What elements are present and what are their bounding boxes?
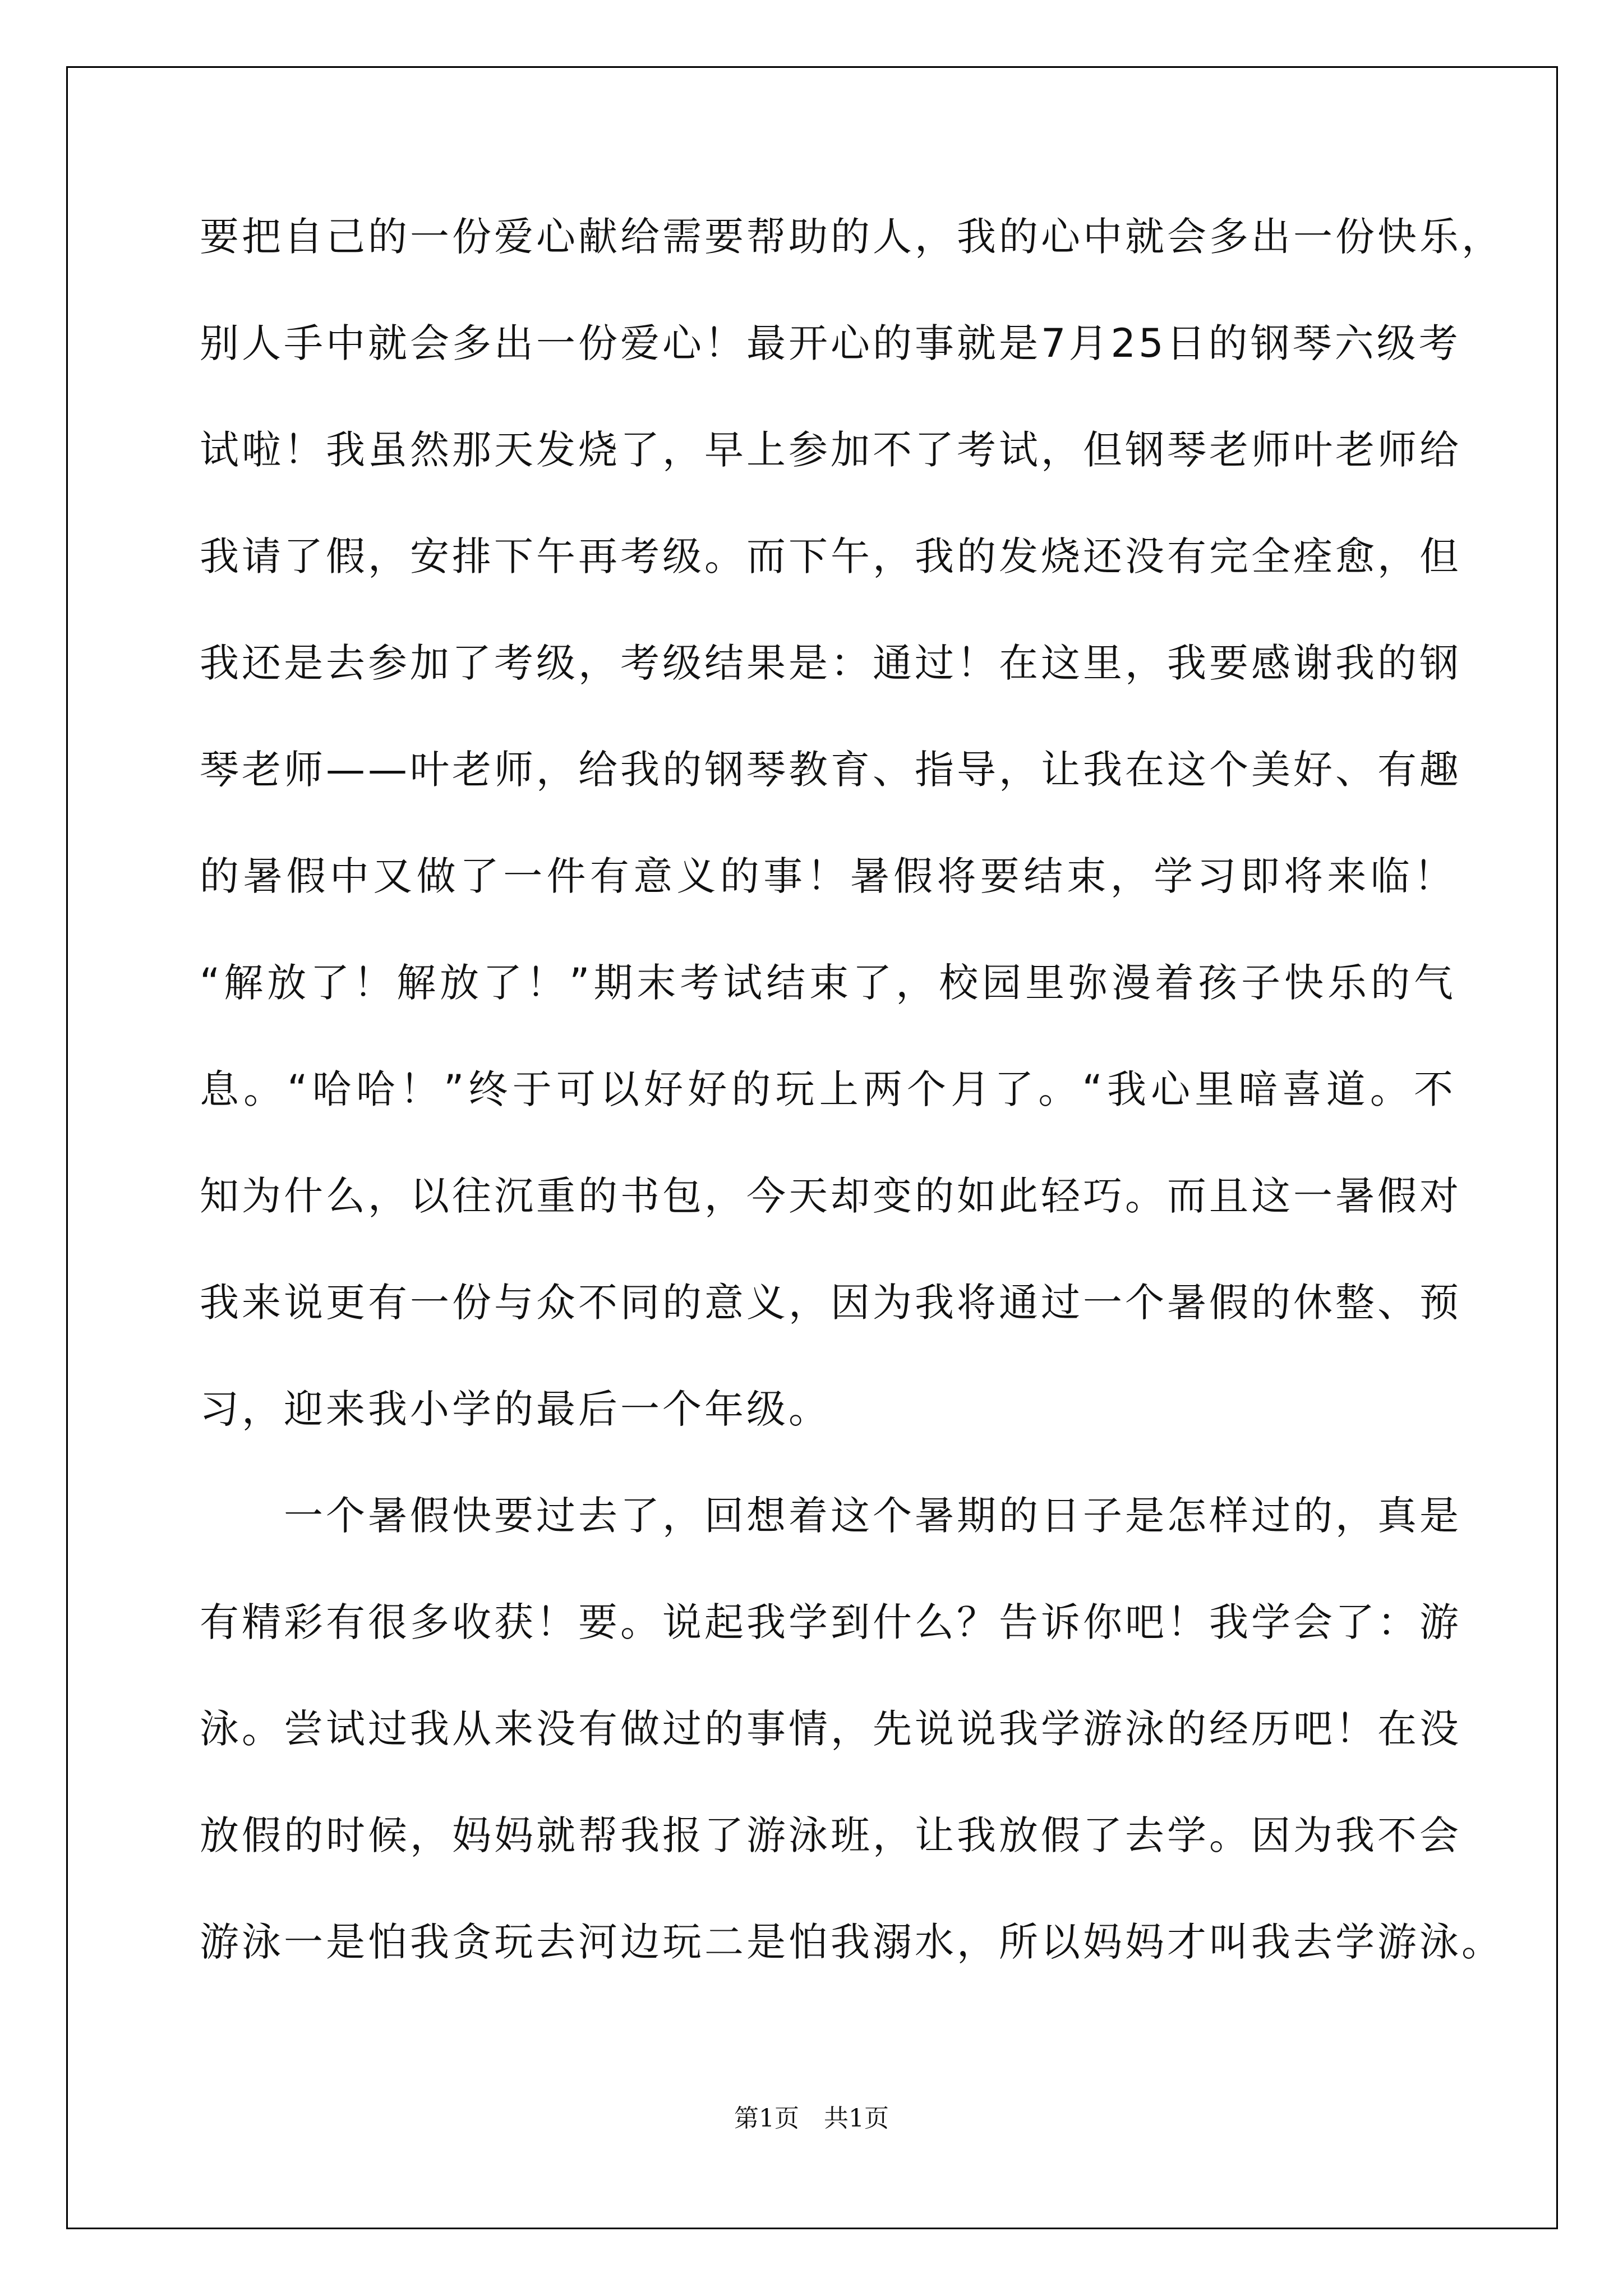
page-number-footer: 第1页 共1页: [734, 2104, 889, 2133]
text-line: 我来说更有一份与众不同的意义，因为我将通过一个暑假的休整、预: [200, 1280, 1461, 1326]
document-body: [200, 209, 1504, 2021]
paragraph-first-line: 一个暑假快要过去了，回想着这个暑期的日子是怎样过的，真是: [284, 1493, 1461, 1539]
text-line: 息。“哈哈！”终于可以好好的玩上两个月了。“我心里暗喜道。不: [200, 1066, 1456, 1112]
text-line: 别人手中就会多出一份爱心！最开心的事就是7月25日的钢琴六级考: [200, 320, 1461, 366]
text-line: 泳。尝试过我从来没有做过的事情，先说说我学游泳的经历吧！在没: [200, 1706, 1461, 1752]
text-line: 的暑假中又做了一件有意义的事！暑假将要结束，学习即将来临！: [200, 853, 1456, 899]
text-line: 有精彩有很多收获！要。说起我学到什么？告诉你吧！我学会了：游: [200, 1599, 1461, 1645]
text-line: 我请了假，安排下午再考级。而下午，我的发烧还没有完全痊愈，但: [200, 533, 1461, 579]
text-line: 放假的时候，妈妈就帮我报了游泳班，让我放假了去学。因为我不会: [200, 1812, 1461, 1858]
text-line: “解放了！解放了！”期末考试结束了，校园里弥漫着孩子快乐的气: [200, 960, 1456, 1006]
text-line: 要把自己的一份爱心献给需要帮助的人，我的心中就会多出一份快乐，: [200, 214, 1504, 260]
text-line: 游泳一是怕我贪玩去河边玩二是怕我溺水，所以妈妈才叫我去学游泳。: [200, 1919, 1504, 1965]
text-line: 琴老师——叶老师，给我的钢琴教育、指导，让我在这个美好、有趣: [200, 747, 1461, 793]
text-line: 习，迎来我小学的最后一个年级。: [200, 1386, 831, 1432]
text-line: 我还是去参加了考级，考级结果是：通过！在这里，我要感谢我的钢: [200, 640, 1461, 686]
text-line: 知为什么，以往沉重的书包，今天却变的如此轻巧。而且这一暑假对: [200, 1173, 1461, 1219]
text-line: 试啦！我虽然那天发烧了，早上参加不了考试，但钢琴老师叶老师给: [200, 427, 1461, 473]
